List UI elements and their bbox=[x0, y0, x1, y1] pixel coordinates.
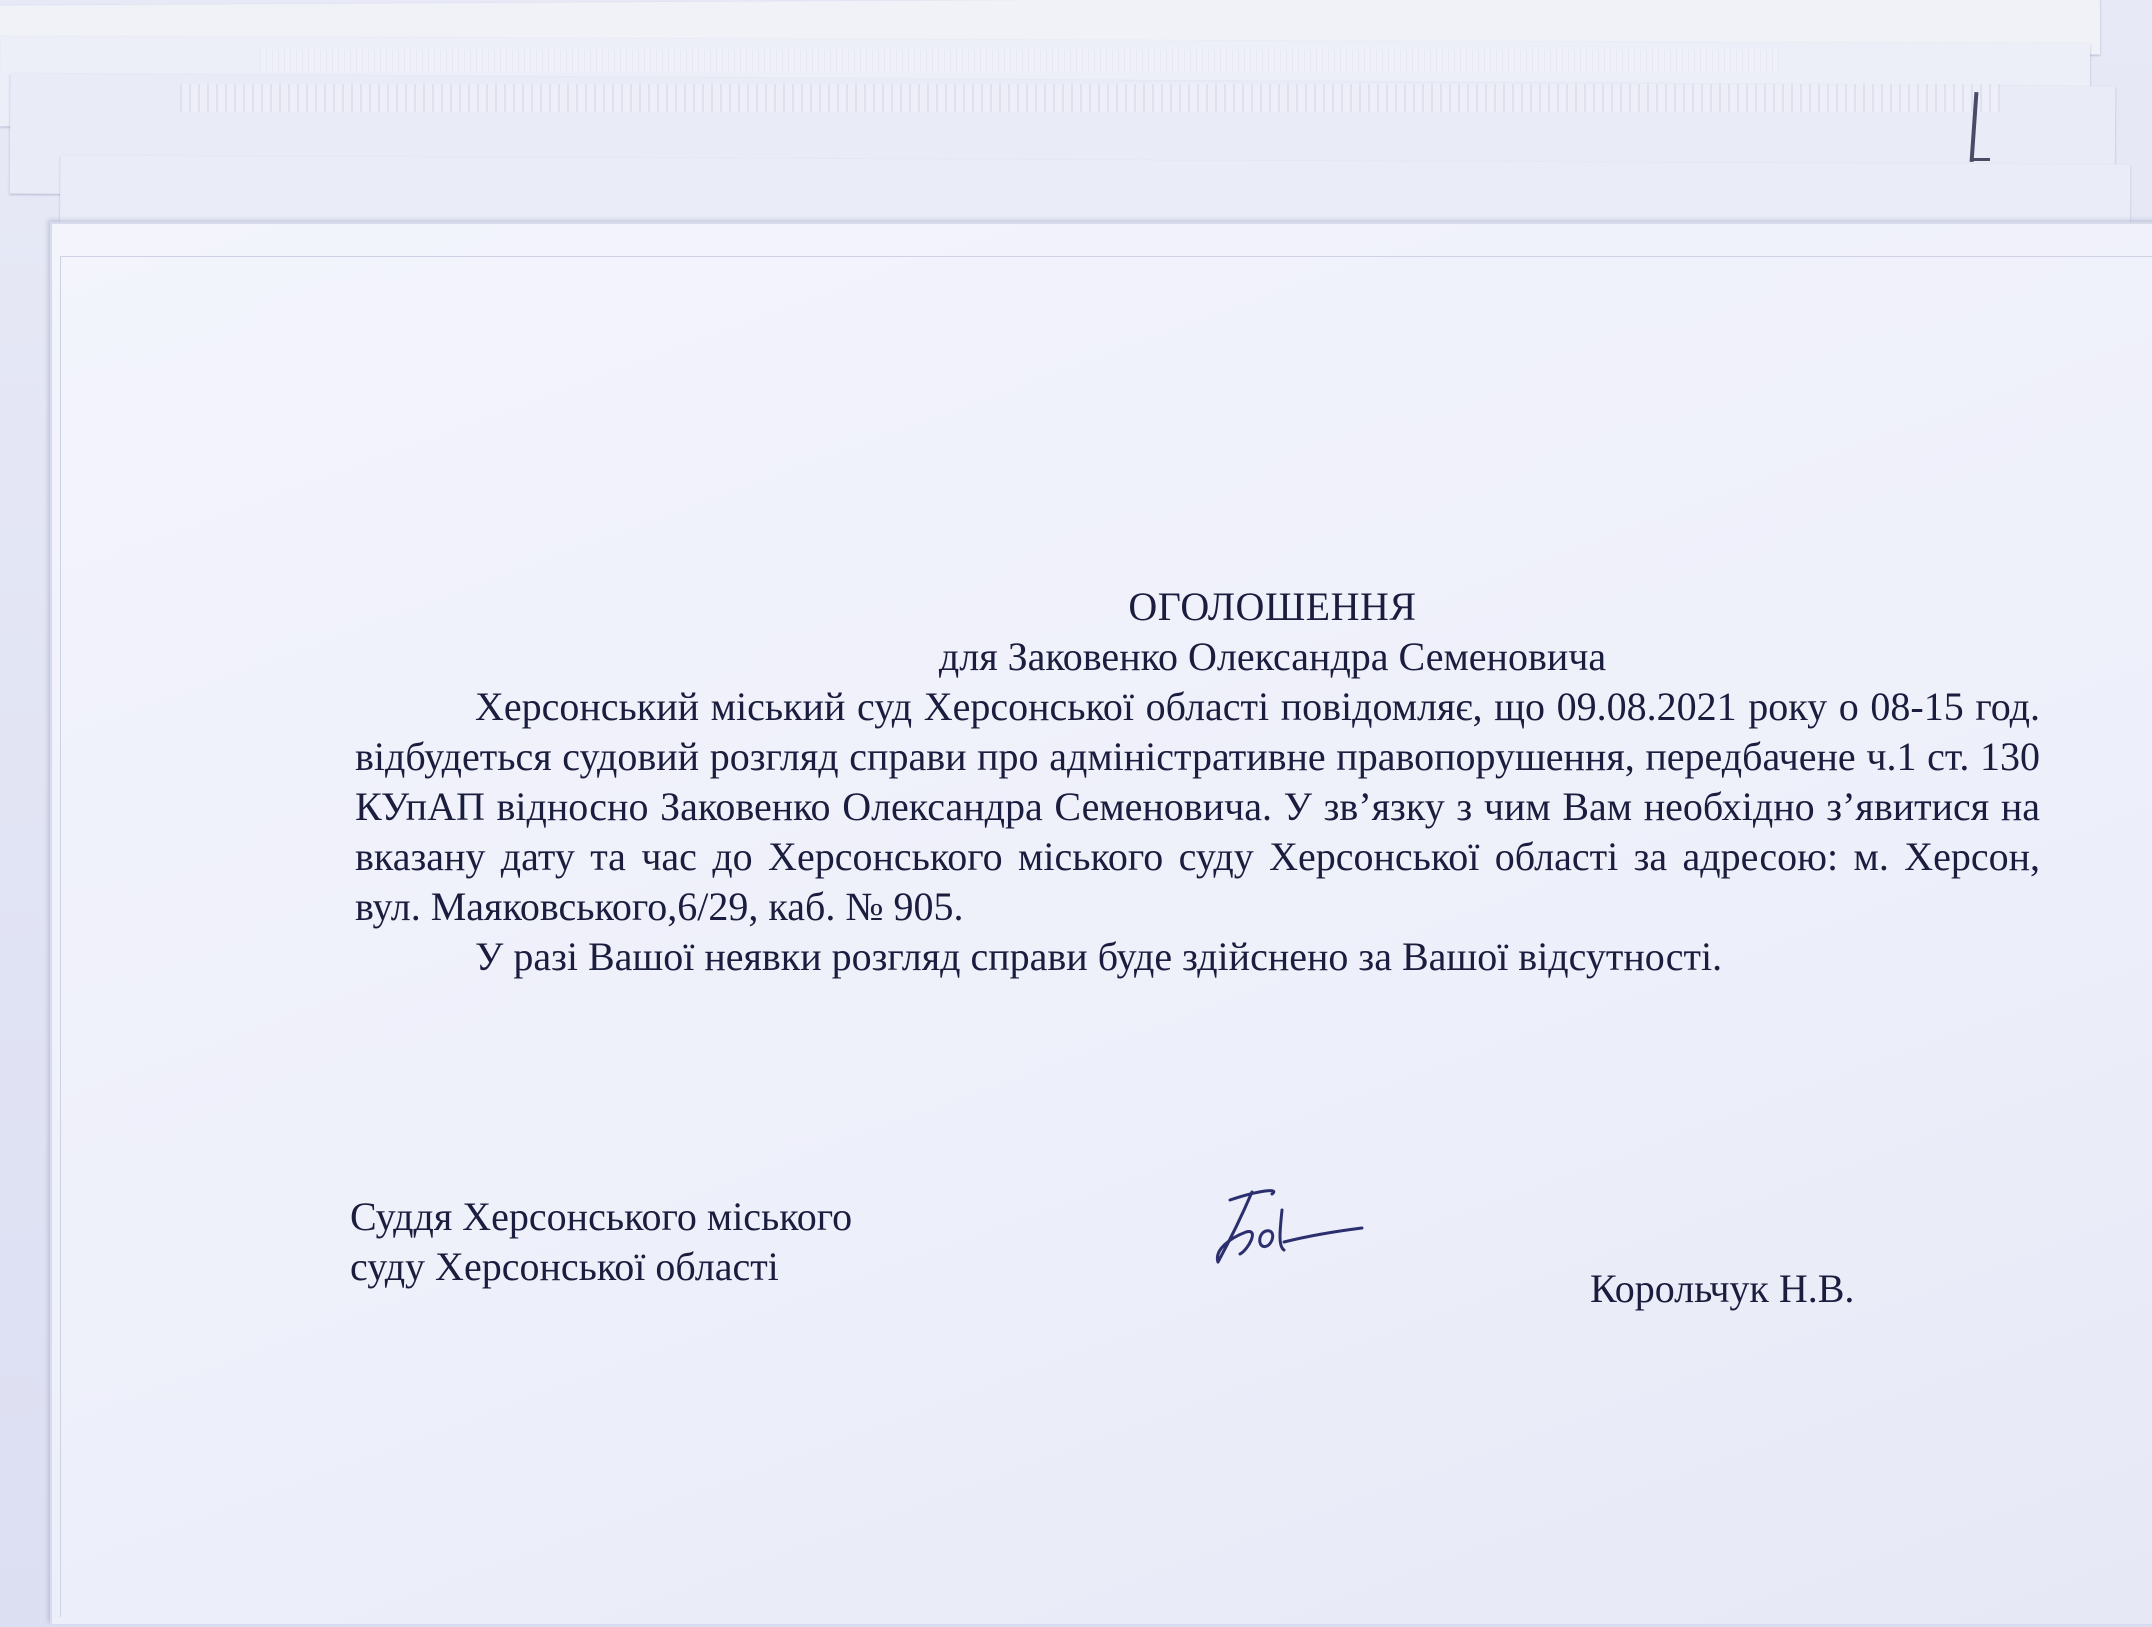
judge-position-line-2: суду Херсонської області bbox=[350, 1244, 779, 1289]
handwritten-signature bbox=[1200, 1180, 1400, 1270]
notice-body bbox=[355, 582, 2040, 982]
judge-name: Корольчук Н.В. bbox=[1590, 1266, 1855, 1311]
pen-mark bbox=[1972, 158, 1990, 161]
notice-recipient: для Заковенко Олександра Семеновича bbox=[938, 634, 1607, 679]
notice-title: ОГОЛОШЕННЯ bbox=[1128, 584, 1417, 629]
judge-position-line-1: Суддя Херсонського міського bbox=[350, 1194, 853, 1239]
paper-edge-texture bbox=[180, 84, 2000, 112]
notice-paragraph-main: Херсонський міський суд Херсонської області повідомляє, що 09.08.2021 року о 08-15 год. відбудеться судовий розгляд справи про адміністративне правопорушення, передбачене ч.1 ст. 130 КУпАП відносно Заковенко Олександра Семеновича. У зв’язку з чим Вам необхідно з’явитися на вказану дату та час до Херсонського міського суду Херсонської області за адресою: м. Херсон, вул. Маяковського,6/29, каб. № 905. bbox=[355, 684, 2040, 929]
paper-edge-texture bbox=[260, 50, 1780, 72]
notice-paragraph-absence: У разі Вашої неявки розгляд справи буде здійснено за Вашої відсутності. bbox=[475, 934, 1723, 979]
